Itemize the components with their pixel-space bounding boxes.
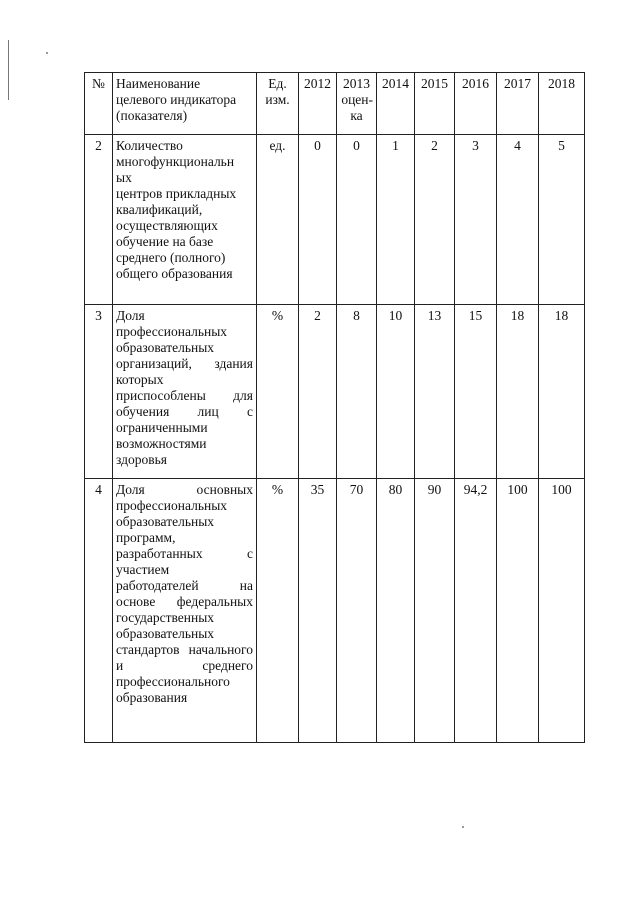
value-2015: 90 — [415, 479, 455, 743]
header-number: № — [85, 73, 113, 135]
value-2013: 70 — [337, 479, 377, 743]
row-number: 4 — [85, 479, 113, 743]
header-year-2013 — [337, 73, 377, 135]
header-year-2018: 2018 — [539, 73, 585, 135]
unit-cell: % — [257, 305, 299, 479]
value-2017: 100 — [497, 479, 539, 743]
scan-speck — [462, 826, 464, 828]
value-2014: 80 — [377, 479, 415, 743]
header-year-2013-label: 2013 — [343, 76, 370, 91]
header-year-2012: 2012 — [299, 73, 337, 135]
indicator-name-line: общего образования — [116, 266, 233, 281]
scan-speck — [46, 52, 48, 54]
value-2018: 5 — [539, 135, 585, 305]
value-2012: 35 — [299, 479, 337, 743]
row-number: 3 — [85, 305, 113, 479]
header-year-2013-estimate: оцен- — [341, 92, 373, 107]
value-2016: 3 — [455, 135, 497, 305]
value-2017: 18 — [497, 305, 539, 479]
header-year-2014: 2014 — [377, 73, 415, 135]
indicator-name-line: среднего (полного) — [116, 250, 226, 265]
header-year-2017: 2017 — [497, 73, 539, 135]
value-2018: 18 — [539, 305, 585, 479]
value-2014: 10 — [377, 305, 415, 479]
value-2014: 1 — [377, 135, 415, 305]
indicators-table — [84, 72, 585, 743]
unit-cell: % — [257, 479, 299, 743]
value-2018: 100 — [539, 479, 585, 743]
value-2016: 15 — [455, 305, 497, 479]
value-2012: 2 — [299, 305, 337, 479]
indicator-name-line: Количество — [116, 138, 183, 153]
header-year-2013-estimate-cont: ка — [350, 108, 363, 123]
table-row — [85, 135, 585, 305]
header-unit: Ед. изм. — [257, 73, 299, 135]
table-row — [85, 305, 585, 479]
unit-cell: ед. — [257, 135, 299, 305]
header-year-2016: 2016 — [455, 73, 497, 135]
value-2016: 94,2 — [455, 479, 497, 743]
value-2017: 4 — [497, 135, 539, 305]
header-year-2015: 2015 — [415, 73, 455, 135]
indicator-name: Доля основных профессиональных образовательных программ, разработанных с участием работодателей на основе федеральных государственных образовательных стандартов начального и среднего профессионального образования — [113, 479, 257, 743]
table-header-row — [85, 73, 585, 135]
indicator-name-line: многофункциональн — [116, 154, 235, 169]
indicator-name-line: осуществляющих — [116, 218, 218, 233]
value-2013: 0 — [337, 135, 377, 305]
value-2015: 13 — [415, 305, 455, 479]
header-indicator-name: Наименование целевого индикатора (показателя) — [113, 73, 257, 135]
indicator-name-line: обучение на базе — [116, 234, 214, 249]
left-margin-mark — [8, 40, 9, 100]
table-row — [85, 479, 585, 743]
indicator-name-line: центров прикладных — [116, 186, 237, 201]
indicator-name-line: ых — [116, 170, 132, 185]
row-number: 2 — [85, 135, 113, 305]
value-2013: 8 — [337, 305, 377, 479]
indicator-name: Доля профессиональных образовательных организаций, здания которых приспособлены для обучения лиц с ограниченными возможностями здоровья — [113, 305, 257, 479]
value-2012: 0 — [299, 135, 337, 305]
value-2015: 2 — [415, 135, 455, 305]
indicator-name — [113, 135, 257, 305]
indicator-name-line: квалификаций, — [116, 202, 203, 217]
